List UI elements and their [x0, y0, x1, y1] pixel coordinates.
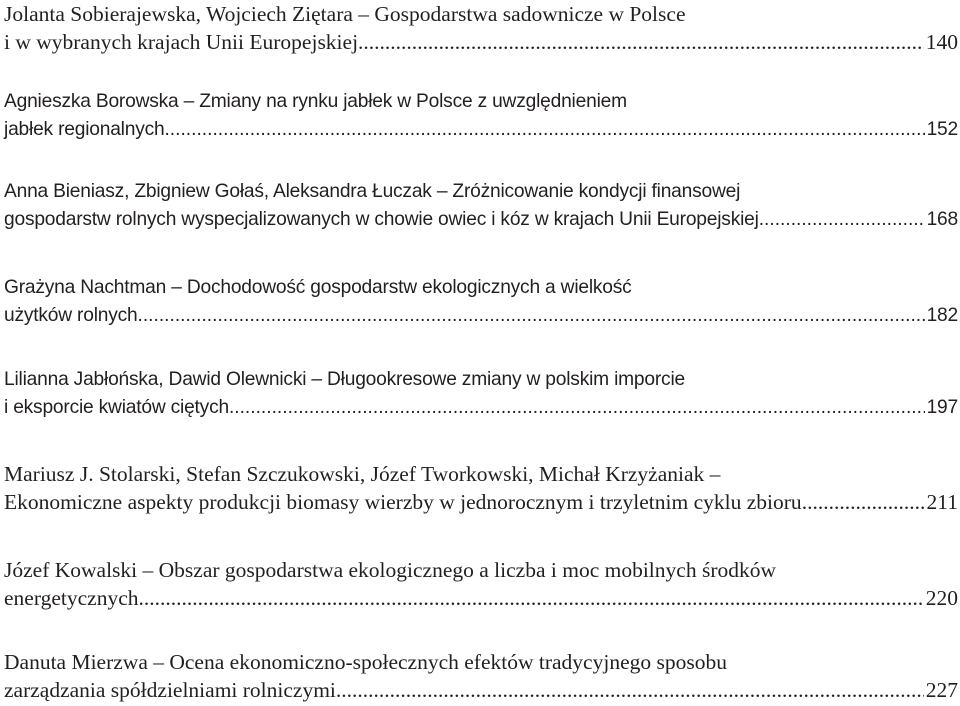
dot-leader	[138, 302, 925, 330]
toc-entry-last-line	[4, 394, 958, 422]
toc-entry	[4, 366, 958, 422]
toc-entry-last-line	[4, 488, 958, 516]
dot-leader	[336, 676, 924, 704]
toc-entry-last-line	[4, 676, 958, 704]
toc-entry-line: Anna Bieniasz, Zbigniew Gołaś, Aleksandra Łuczak – Zróżnicowanie kondycji finansowej	[4, 181, 741, 202]
dot-leader	[229, 394, 925, 422]
toc-entry-line: Agnieszka Borowska – Zmiany na rynku jabłek w Polsce z uwzględnieniem	[4, 91, 627, 112]
toc-entry-line: Jolanta Sobierajewska, Wojciech Ziętara – Gospodarstwa sadownicze w Polsce	[4, 2, 686, 26]
dot-leader	[139, 584, 924, 612]
toc-entry-last-line	[4, 584, 958, 612]
toc-entry-line: Danuta Mierzwa – Ocena ekonomiczno-społecznych efektów tradycyjnego sposobu	[4, 650, 727, 674]
toc-entry-line: Grażyna Nachtman – Dochodowość gospodarstw ekologicznych a wielkość	[4, 277, 632, 298]
toc-entry-line: i w wybranych krajach Unii Europejskiej	[4, 30, 359, 54]
toc-entry	[4, 648, 958, 704]
toc-entry-line: Lilianna Jabłońska, Dawid Olewnicki – Długookresowe zmiany w polskim imporcie	[4, 369, 685, 390]
toc-entry	[4, 556, 958, 612]
toc-entry-last-line	[4, 206, 958, 234]
toc-entry-line: Ekonomiczne aspekty produkcji biomasy wierzby w jednorocznym i trzyletnim cyklu zbioru	[4, 490, 802, 514]
toc-entry-line: Mariusz J. Stolarski, Stefan Szczukowski, Józef Tworkowski, Michał Krzyżaniak –	[4, 462, 721, 486]
toc-entry-line: Józef Kowalski – Obszar gospodarstwa ekologicznego a liczba i moc mobilnych środków	[4, 558, 777, 582]
toc-entry-line: użytków rolnych	[4, 305, 138, 326]
page-number: 140	[925, 30, 958, 54]
toc-entry-line: zarządzania spółdzielniami rolniczymi	[4, 678, 336, 702]
toc-entry-line: i eksporcie kwiatów ciętych	[4, 397, 229, 418]
toc-entry	[4, 0, 958, 56]
dot-leader	[802, 488, 925, 516]
toc-entry	[4, 88, 958, 144]
page-number: 197	[926, 397, 958, 418]
page-number: 211	[926, 490, 958, 514]
toc-entry-last-line	[4, 302, 958, 330]
page-number: 220	[925, 586, 958, 610]
toc-entry-line: gospodarstw rolnych wyspecjalizowanych w chowie owiec i kóz w krajach Unii Europejskiej	[4, 209, 759, 230]
toc-entry	[4, 178, 958, 234]
toc-entry-line: energetycznych	[4, 586, 139, 610]
toc-entry-line: jabłek regionalnych	[4, 119, 165, 140]
dot-leader	[358, 28, 924, 56]
dot-leader	[164, 116, 924, 144]
toc-entry-last-line	[4, 28, 958, 56]
page-number: 182	[926, 305, 958, 326]
page-number: 168	[926, 209, 958, 230]
toc-entry	[4, 274, 958, 330]
toc-entry	[4, 460, 958, 516]
page-number: 152	[926, 119, 958, 140]
page-number: 227	[925, 678, 958, 702]
toc-entry-last-line	[4, 116, 958, 144]
dot-leader	[759, 206, 925, 234]
